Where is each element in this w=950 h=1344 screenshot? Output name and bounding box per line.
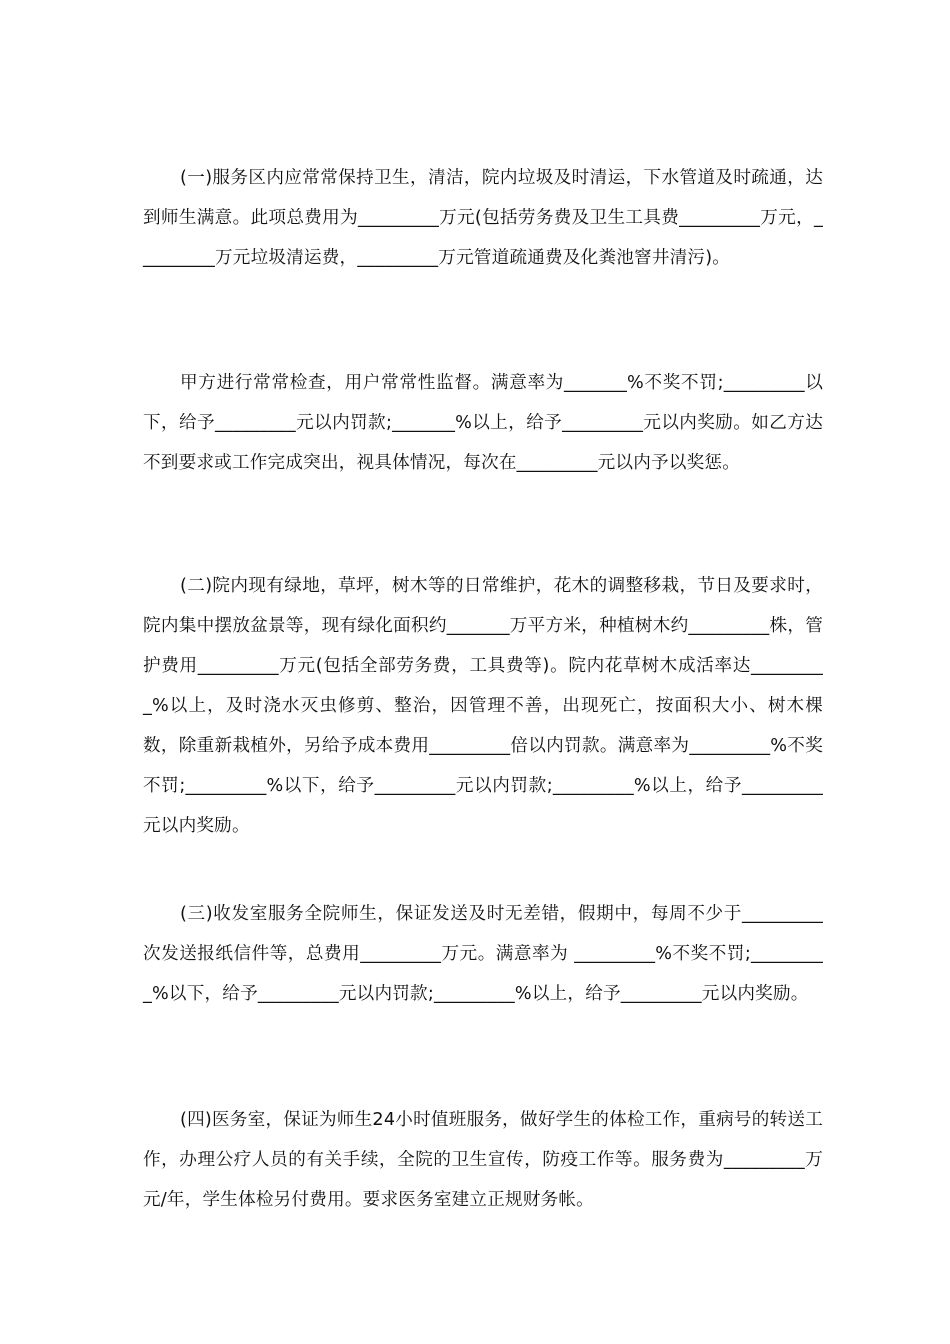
paragraph-greening: (二)院内现有绿地，草坪，树木等的日常维护，花木的调整移栽，节日及要求时，院内集中摆放盆景等，现有绿化面积约_______万平方米，种植树木约_________株，管护费用_________万元(包括全部劳务费，工具费等)。院内花草树木成活率达_________%以上，及时浇水灭虫修剪、整治，因管理不善，出现死亡，按面积大小、树木棵数，除重新栽植外，另给予成本费用_________倍以内罚款。满意率为_________%不奖不罚;_________%以下，给予_________元以内罚款;_________%以上，给予_________元以内奖励。 [143, 576, 823, 836]
paragraph-sanitation: (一)服务区内应常常保持卫生，清洁，院内垃圾及时清运，下水管道及时疏通，达到师生满意。此项总费用为_________万元(包括劳务费及卫生工具费_________万元，_________万元垃圾清运费，_________万元管道疏通费及化粪池窨井清污)。 [143, 168, 823, 268]
paragraph-clinic: (四)医务室，保证为师生24小时值班服务，做好学生的体检工作，重病号的转送工作，办理公疗人员的有关手续，全院的卫生宣传，防疫工作等。服务费为_________万元/年，学生体检另付费用。要求医务室建立正规财务帐。 [143, 1110, 823, 1210]
paragraph-mailroom: (三)收发室服务全院师生，保证发送及时无差错，假期中，每周不少于_________次发送报纸信件等，总费用_________万元。满意率为 _________%不奖不罚;_________%以下，给予_________元以内罚款;_________%以上，给予_________元以内奖励。 [143, 904, 823, 1004]
paragraph-inspection: 甲方进行常常检查，用户常常性监督。满意率为_______%不奖不罚;_________以下，给予_________元以内罚款;_______%以上，给予_________元以内奖励。如乙方达不到要求或工作完成突出，视具体情况，每次在_________元以内予以奖惩。 [143, 373, 823, 473]
